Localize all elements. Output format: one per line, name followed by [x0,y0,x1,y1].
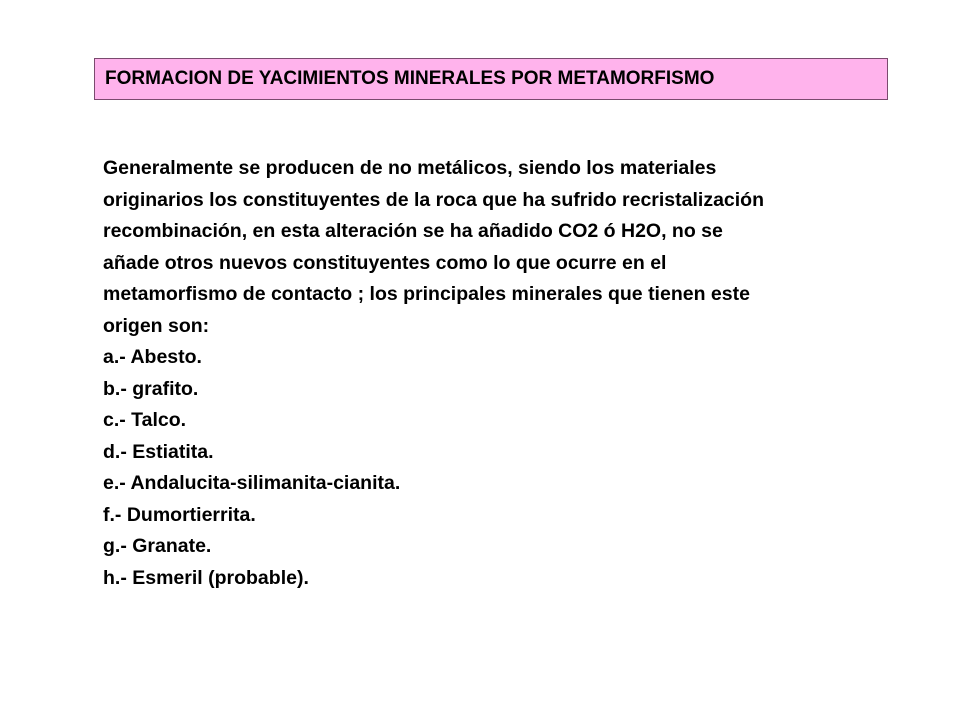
mineral-item: e.- Andalucita-silimanita-cianita. [103,472,401,494]
paragraph-line: origen son: [103,314,210,337]
mineral-item: f.- Dumortierrita. [103,503,256,526]
intro-paragraph [103,153,893,342]
paragraph-line: añade otros nuevos constituyentes como lo que ocurre en el [103,251,667,274]
slide-body [103,153,893,594]
mineral-list [103,342,893,594]
slide-title: FORMACION DE YACIMIENTOS MINERALES POR METAMORFISMO [105,68,715,89]
paragraph-line: originarios los constituyentes de la roca que ha sufrido recristalización [103,188,765,211]
paragraph-line: metamorfismo de contacto ; los principales minerales que tienen este [103,283,750,305]
slide-title-box [94,58,888,100]
mineral-item: c.- Talco. [103,409,187,431]
mineral-item: b.- grafito. [103,377,199,400]
mineral-item: h.- Esmeril (probable). [103,566,309,589]
paragraph-line: recombinación, en esta alteración se ha añadido CO2 ó H2O, no se [103,220,723,242]
paragraph-line: Generalmente se producen de no metálicos, siendo los materiales [103,157,717,179]
mineral-item: g.- Granate. [103,535,212,557]
mineral-item: a.- Abesto. [103,346,202,368]
mineral-item: d.- Estiatita. [103,440,214,463]
